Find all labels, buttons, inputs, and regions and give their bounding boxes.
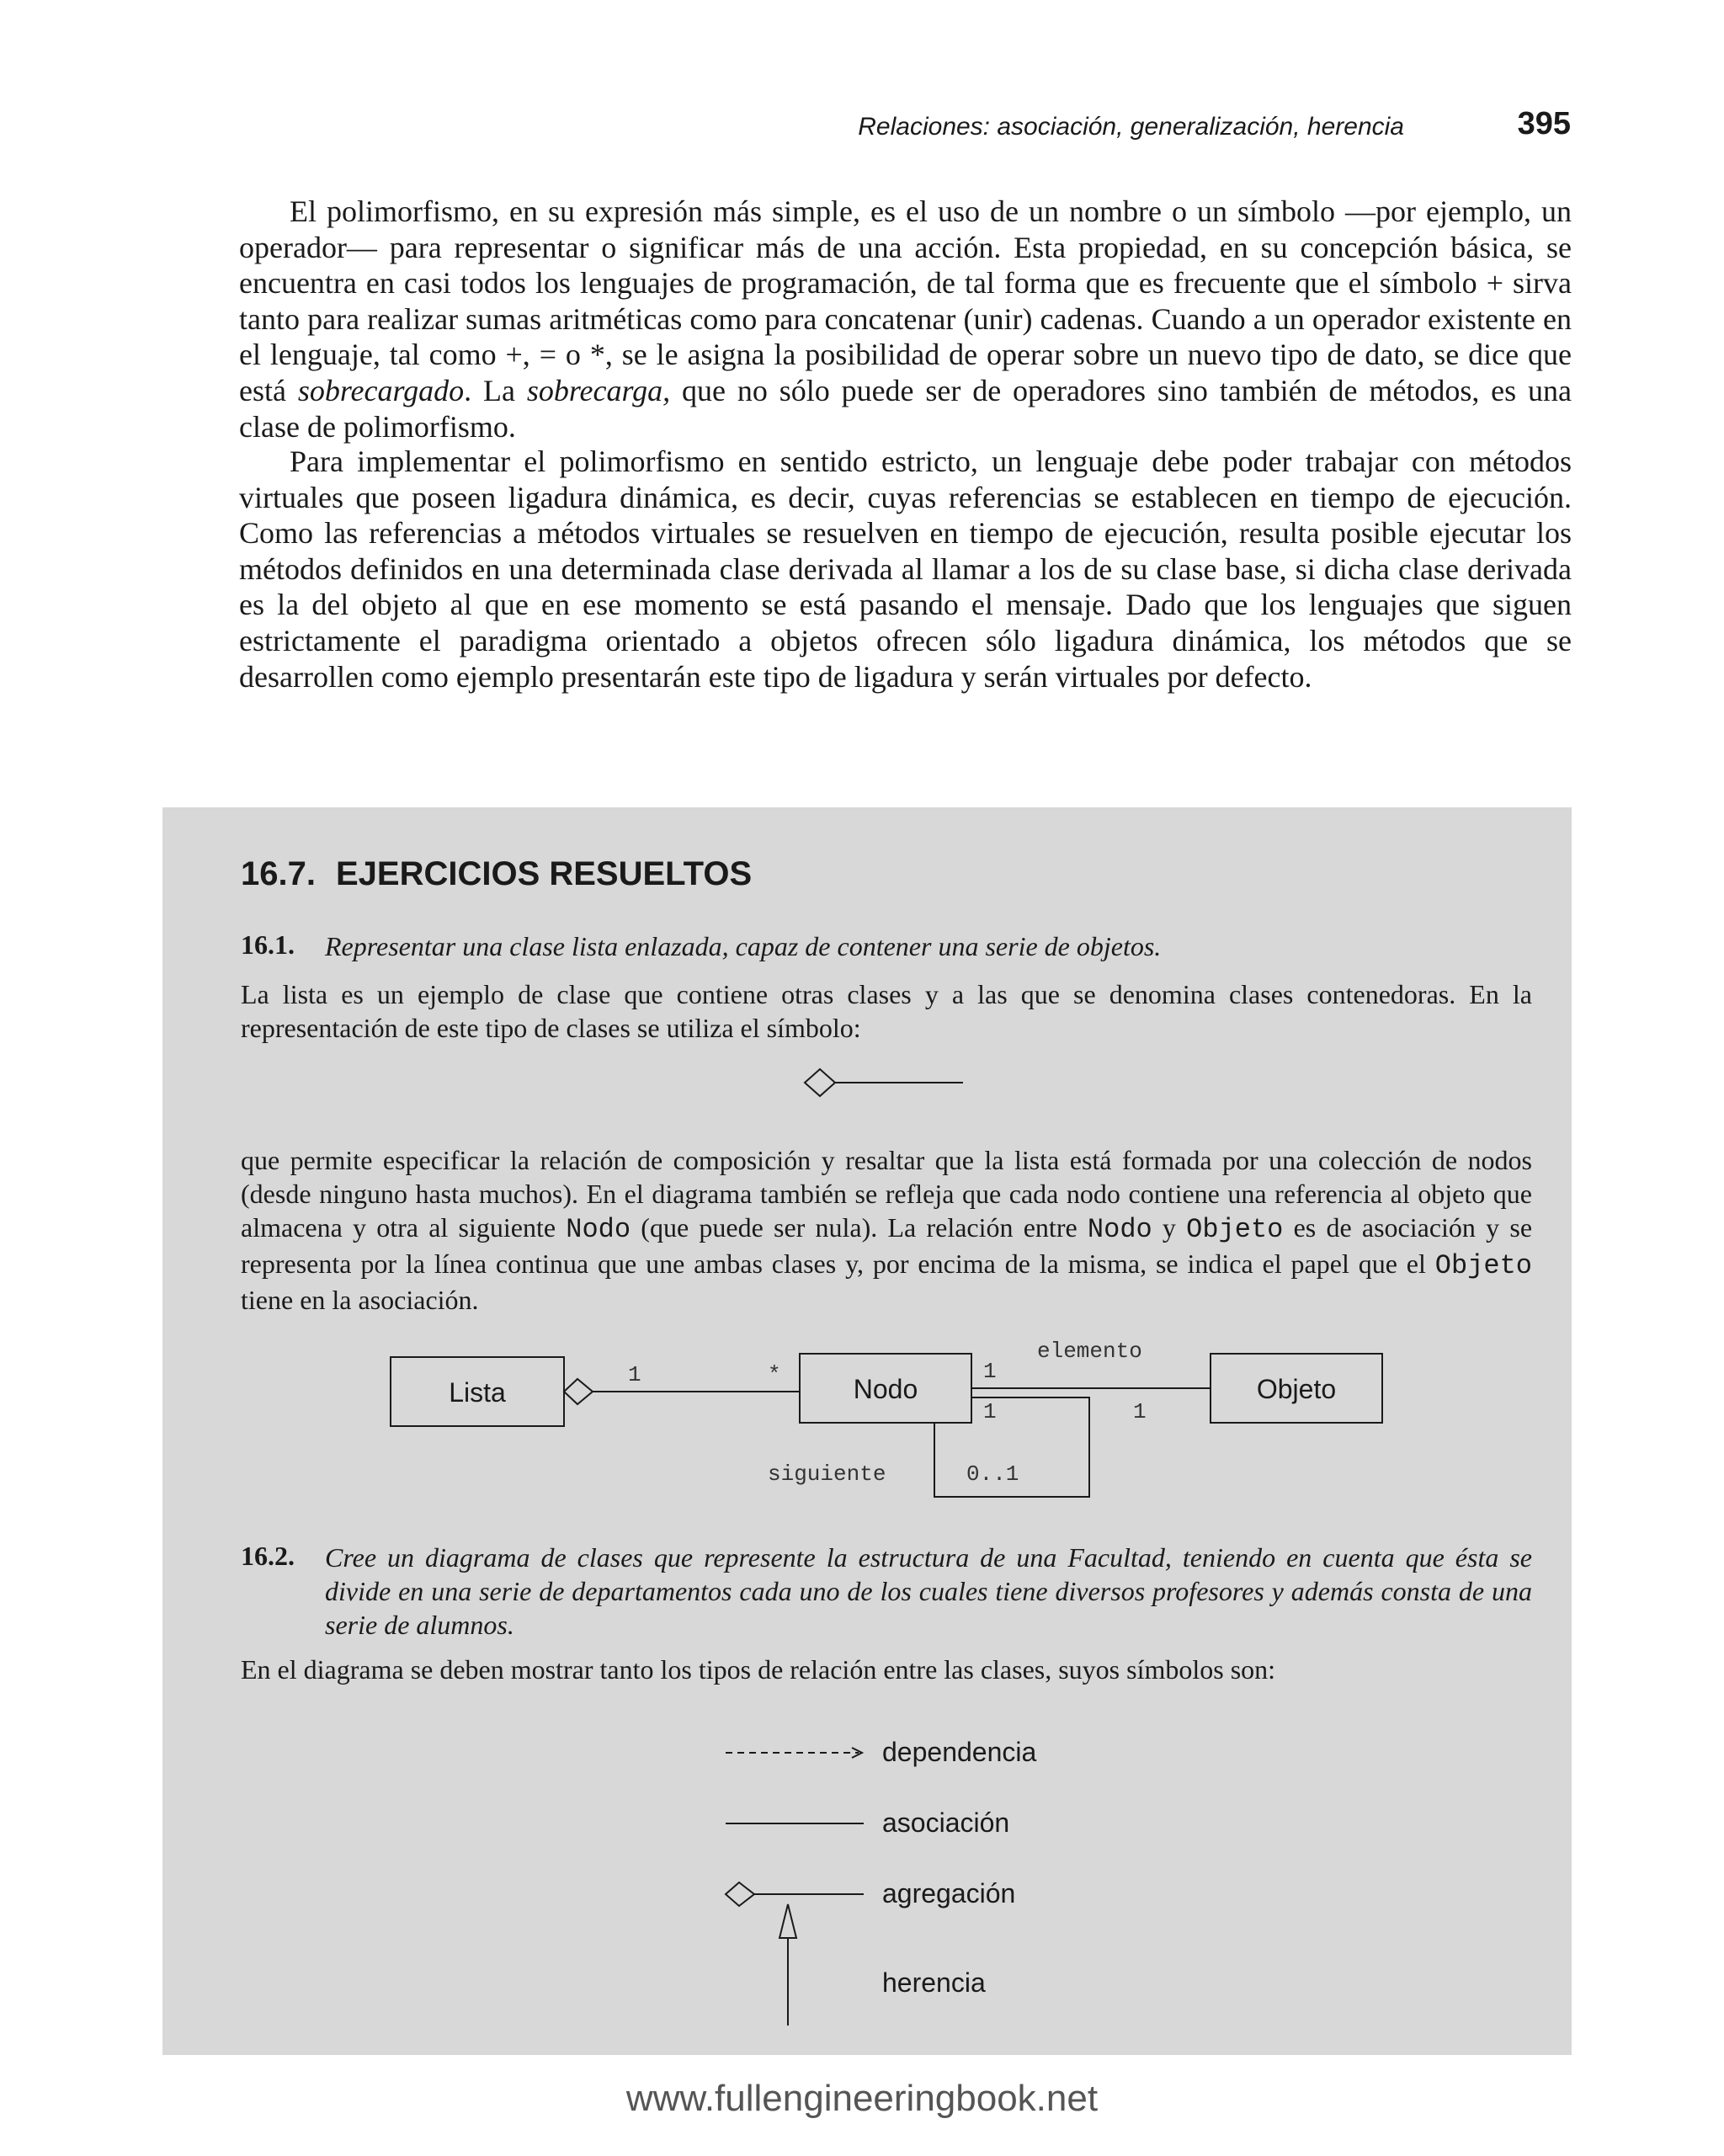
class-lista-label: Lista (449, 1377, 506, 1408)
exercise-1-paragraph-2-run-2: (que puede ser nula). La relación entre (631, 1212, 1088, 1243)
exercise-2-statement: Cree un diagrama de clases que represente la estructura de una Facultad, teniendo en cuenta que ésta se divide en una serie de departamentos cada uno de los cuales tiene diversos profesores y además consta de una serie de alumnos. (325, 1542, 1532, 1640)
intro-paragraph-1-run-2: . La (464, 373, 527, 407)
intro-paragraph-2 (239, 444, 1572, 695)
exercise-1-paragraph-2-run-0: que permite especificar la relación de composición y resaltar que la lista está formada por una colección de nodos (desde ninguno hasta muchos). En el diagrama también se refleja que cada nodo contiene una referencia al objeto que almacena y otra al siguiente (241, 1145, 1532, 1243)
footer-url: www.fullengineeringbook.net (625, 2078, 1099, 2119)
aggregation-diamond (805, 1069, 835, 1096)
legend-label-herencia: herencia (882, 1967, 986, 1998)
intro-paragraph-2-text: Para implementar el polimorfismo en sentido estricto, un lenguaje debe poder trabajar con métodos virtuales que poseen ligadura dinámica, es decir, cuyas referencias se establecen en tiempo de ejecución. Como las referencias a métodos virtuales se resuelven en tiempo de ejecución, resulta posible ejecutar los métodos definidos en una determinada clase derivada al llamar a los de su clase base, si dicha clase derivada es la del objeto al que en ese momento se está pasando el mensaje. Dado que los lenguajes que siguen estrictamente el paradigma orientado a objetos ofrecen sólo ligadura dinámica, los métodos que se desarrollen como ejemplo presentarán este tipo de ligadura y serán virtuales por defecto. (239, 445, 1572, 694)
inheritance-triangle (780, 1904, 796, 1938)
mult-nodo-star: * (768, 1362, 781, 1387)
role-elemento: elemento (1037, 1339, 1142, 1364)
intro-paragraph-1-run-3: sobrecarga, (526, 373, 671, 407)
mult-nodo-to-objeto: 1 (983, 1359, 997, 1384)
exercise-2-paragraph-1: En el diagrama se deben mostrar tanto los tipos de relación entre las clases, suyos símbolos son: (241, 1654, 1276, 1685)
class-objeto-label: Objeto (1256, 1374, 1337, 1404)
legend-herencia (780, 1904, 986, 2026)
intro-paragraph-1-run-0: El polimorfismo, en su expresión más simple, es el uso de un nombre o un símbolo —por ejemplo, un operador— para representar o significar más de una acción. Esta propiedad, en su concepción básica, se encuentra en casi todos los lenguajes de programación, de tal forma que es frecuente que el símbolo + sirva tanto para realizar sumas aritméticas como para concatenar (unir) cadenas. Cuando a un operador existente en el lenguaje, tal como +, = o *, se le asigna la posibilidad de operar sobre un nuevo tipo de dato, se dice que está (239, 194, 1572, 407)
aggregation-legend-diamond (726, 1882, 754, 1906)
intro-paragraph-1-run-4: que no sólo puede ser de operadores sino también de métodos, es una clase de polimorfismo. (239, 373, 1572, 444)
lista-nodo-aggregation-diamond (564, 1379, 593, 1404)
exercise-2-number: 16.2. (241, 1541, 295, 1571)
exercise-1-paragraph-2-run-5: Objeto (1186, 1214, 1284, 1245)
mult-nodo-self: 1 (983, 1399, 997, 1424)
section-title: EJERCICIOS RESUELTOS (335, 855, 753, 892)
exercise-1-number: 16.1. (241, 929, 295, 960)
mult-self-range: 0..1 (966, 1461, 1019, 1487)
exercise-1-paragraph-2-run-1: Nodo (566, 1214, 631, 1245)
exercise-1-statement: Representar una clase lista enlazada, capaz de contener una serie de objetos. (325, 931, 1162, 961)
class-diagram (379, 1330, 1406, 1515)
aggregation-symbol (800, 1066, 968, 1099)
exercise-1-paragraph-1: La lista es un ejemplo de clase que contiene otras clases y a las que se denomina clases contenedoras. En la representación de este tipo de clases se utiliza el símbolo: (241, 979, 1532, 1043)
exercise-1-paragraph-2-run-8: tiene en la asociación. (241, 1285, 479, 1315)
running-header-title: Relaciones: asociación, generalización, herencia (858, 113, 1404, 141)
role-siguiente: siguiente (768, 1461, 886, 1487)
exercise-1-paragraph-2 (241, 1143, 1532, 1317)
exercise-1-paragraph-2-run-6: es de asociación y se representa por la línea continua que une ambas clases y, por encima de la misma, se indica el papel que el (241, 1212, 1533, 1279)
mult-objeto: 1 (1133, 1399, 1147, 1424)
intro-paragraph-1-run-1: sobrecargado (297, 373, 465, 407)
section-heading (241, 855, 752, 893)
mult-lista-side: 1 (628, 1362, 641, 1387)
exercise-1-paragraph-2-run-4: y (1152, 1212, 1187, 1243)
legend-label-agregacion: agregación (882, 1878, 1016, 1908)
legend-label-asociacion: asociación (882, 1807, 1010, 1838)
legend-asociacion (726, 1807, 1009, 1838)
exercise-1-paragraph-2-run-7: Objeto (1434, 1250, 1532, 1281)
section-number: 16.7. (241, 855, 316, 892)
legend-label-dependencia: dependencia (882, 1737, 1037, 1767)
class-nodo-label: Nodo (853, 1374, 918, 1404)
legend-dependencia (726, 1737, 1036, 1767)
relationship-legend (716, 1726, 1069, 2029)
exercise-1-paragraph-2-run-3: Nodo (1087, 1214, 1152, 1245)
page-number: 395 (1517, 106, 1571, 141)
intro-paragraph-1 (239, 194, 1572, 445)
legend-agregacion (726, 1878, 1015, 1908)
